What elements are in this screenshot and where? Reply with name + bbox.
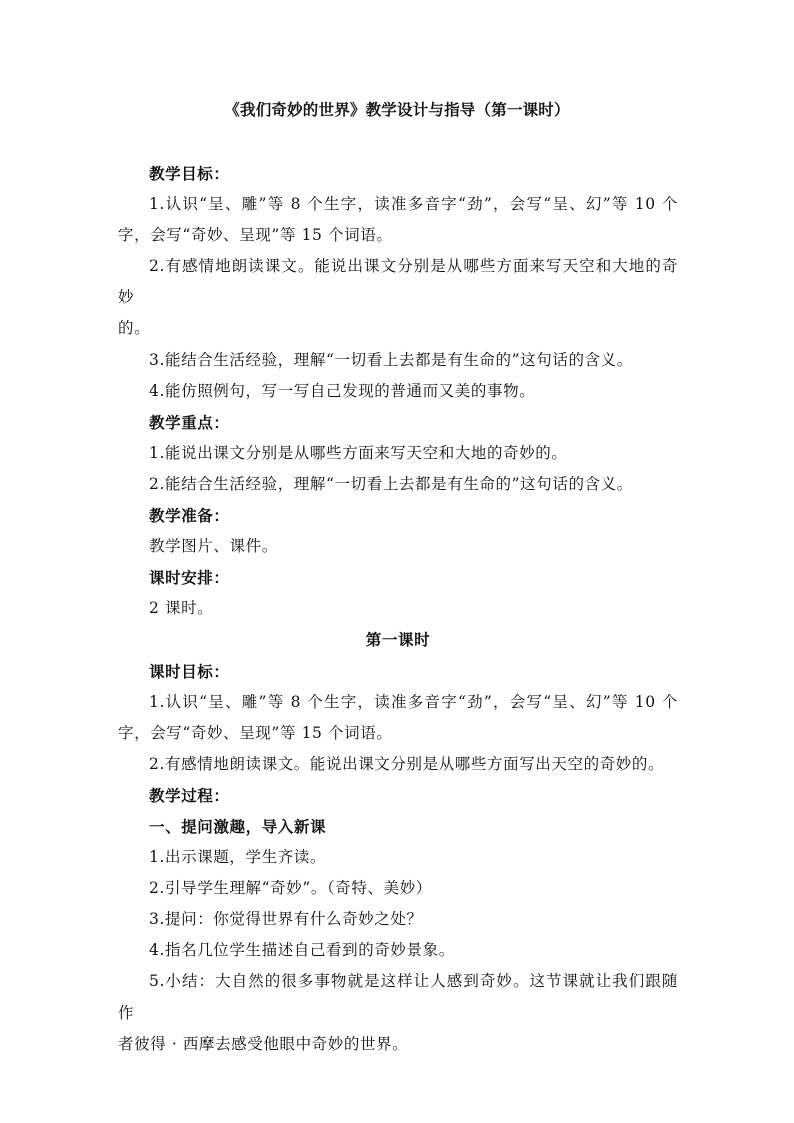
lesson-goal-1-line-1: 1.认识“呈、雕”等 8 个生字，读准多音字“劲”，会写“呈、幻”等 10 个 bbox=[149, 692, 678, 711]
goal-3: 3.能结合生活经验，理解“一切看上去都是有生命的”这句话的含义。 bbox=[149, 350, 633, 369]
goal-1-line-1: 1.认识“呈、雕”等 8 个生字，读准多音字“劲”，会写“呈、幻”等 10 个 bbox=[149, 195, 678, 214]
lesson-goals-heading: 课时目标： bbox=[149, 661, 230, 681]
lesson-goal-2: 2.有感情地朗读课文。能说出课文分别是从哪些方面写出天空的奇妙的。 bbox=[149, 754, 665, 773]
key-point-2: 2.能结合生活经验，理解“一切看上去都是有生命的”这句话的含义。 bbox=[149, 474, 633, 493]
teaching-goals-heading: 教学目标： bbox=[149, 164, 230, 183]
document-title: 《我们奇妙的世界》教学设计与指导（第一课时） bbox=[224, 100, 570, 119]
schedule-text: 2 课时。 bbox=[149, 599, 214, 618]
goal-2-line-2: 的。 bbox=[118, 319, 151, 338]
key-points-heading: 教学重点： bbox=[149, 412, 230, 432]
goal-1-line-2: 字，会写“奇妙、呈现”等 15 个词语。 bbox=[118, 226, 393, 245]
schedule-heading: 课时安排： bbox=[149, 568, 230, 588]
step-2: 2.引导学生理解“奇妙”。（奇特、美妙） bbox=[149, 879, 432, 898]
step-3: 3.提问：你觉得世界有什么奇妙之处？ bbox=[149, 910, 423, 929]
preparation-heading: 教学准备： bbox=[149, 506, 230, 526]
goal-4: 4.能仿照例句，写一写自己发现的普通而又美的事物。 bbox=[149, 381, 536, 400]
step-heading: 一、提问激趣，导入新课 bbox=[149, 816, 327, 836]
step-5-line-2: 者彼得 · 西摩去感受他眼中奇妙的世界。 bbox=[118, 1034, 409, 1053]
step-5-line-1: 5.小结：大自然的很多事物就是这样让人感到奇妙。这节课就让我们跟随作 bbox=[118, 972, 678, 1022]
step-1: 1.出示课题，学生齐读。 bbox=[149, 848, 326, 867]
lesson-heading: 第一课时 bbox=[365, 630, 431, 650]
process-heading: 教学过程： bbox=[149, 785, 230, 805]
lesson-goal-1-line-2: 字，会写“奇妙、呈现”等 15 个词语。 bbox=[118, 723, 393, 742]
key-point-1: 1.能说出课文分别是从哪些方面来写天空和大地的奇妙的。 bbox=[149, 443, 568, 462]
preparation-text: 教学图片、课件。 bbox=[149, 537, 278, 556]
document-body bbox=[118, 158, 678, 1060]
goal-2-line-1: 2.有感情地朗读课文。能说出课文分别是从哪些方面来写天空和大地的奇妙 bbox=[118, 257, 678, 307]
step-4: 4.指名几位学生描述自己看到的奇妙景象。 bbox=[149, 941, 455, 960]
